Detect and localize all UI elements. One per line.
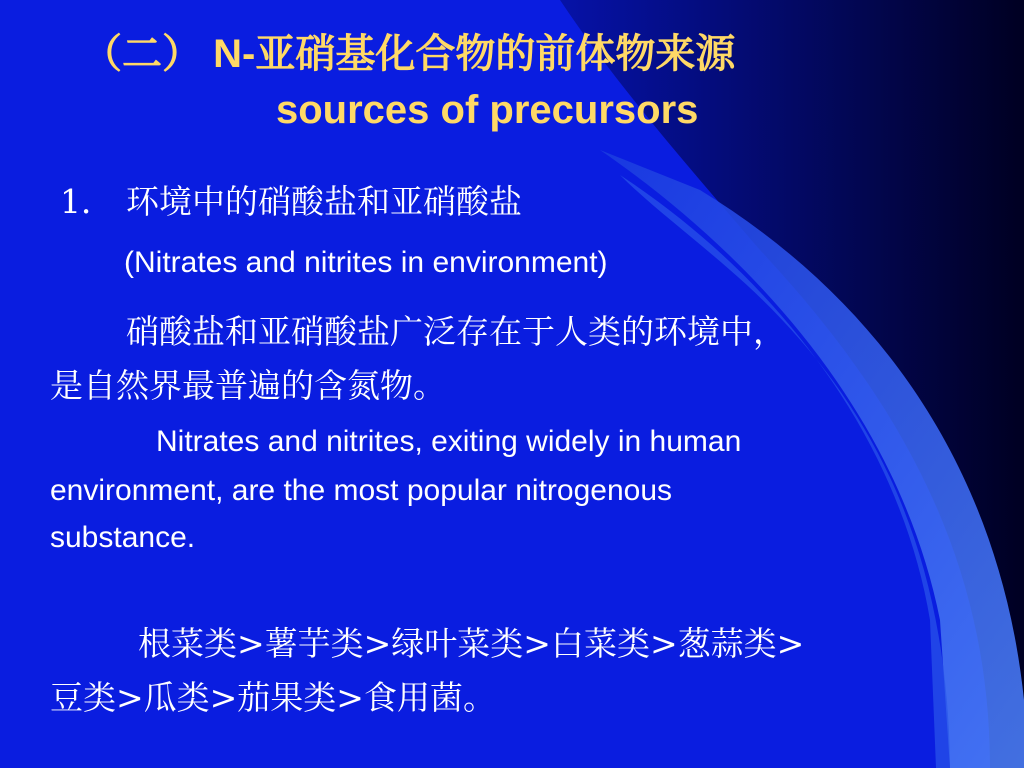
section-heading-cn: 环境中的硝酸盐和亚硝酸盐 [126,182,522,221]
section-number: 1． [60,182,114,221]
ranking-line1: 根菜类>薯芋类>绿叶菜类>白菜类>葱蒜类> [138,624,805,663]
title-english: sources of precursors [276,88,699,132]
title-chinese: （二） N-亚硝基化合物的前体物来源 [82,32,736,76]
paragraph-en-line3: substance. [50,521,196,554]
paragraph-en-line2: environment, are the most popular nitrogenous [50,474,673,507]
paragraph-cn-line2: 是自然界最普遍的含氮物。 [50,366,446,405]
paragraph-en-line1: Nitrates and nitrites, exiting widely in human [156,425,742,458]
paragraph-cn-line1: 硝酸盐和亚硝酸盐广泛存在于人类的环境中， [126,312,786,351]
ranking-line2: 豆类>瓜类>茄果类>食用菌。 [50,678,496,717]
section-heading-en: (Nitrates and nitrites in environment) [124,246,608,279]
